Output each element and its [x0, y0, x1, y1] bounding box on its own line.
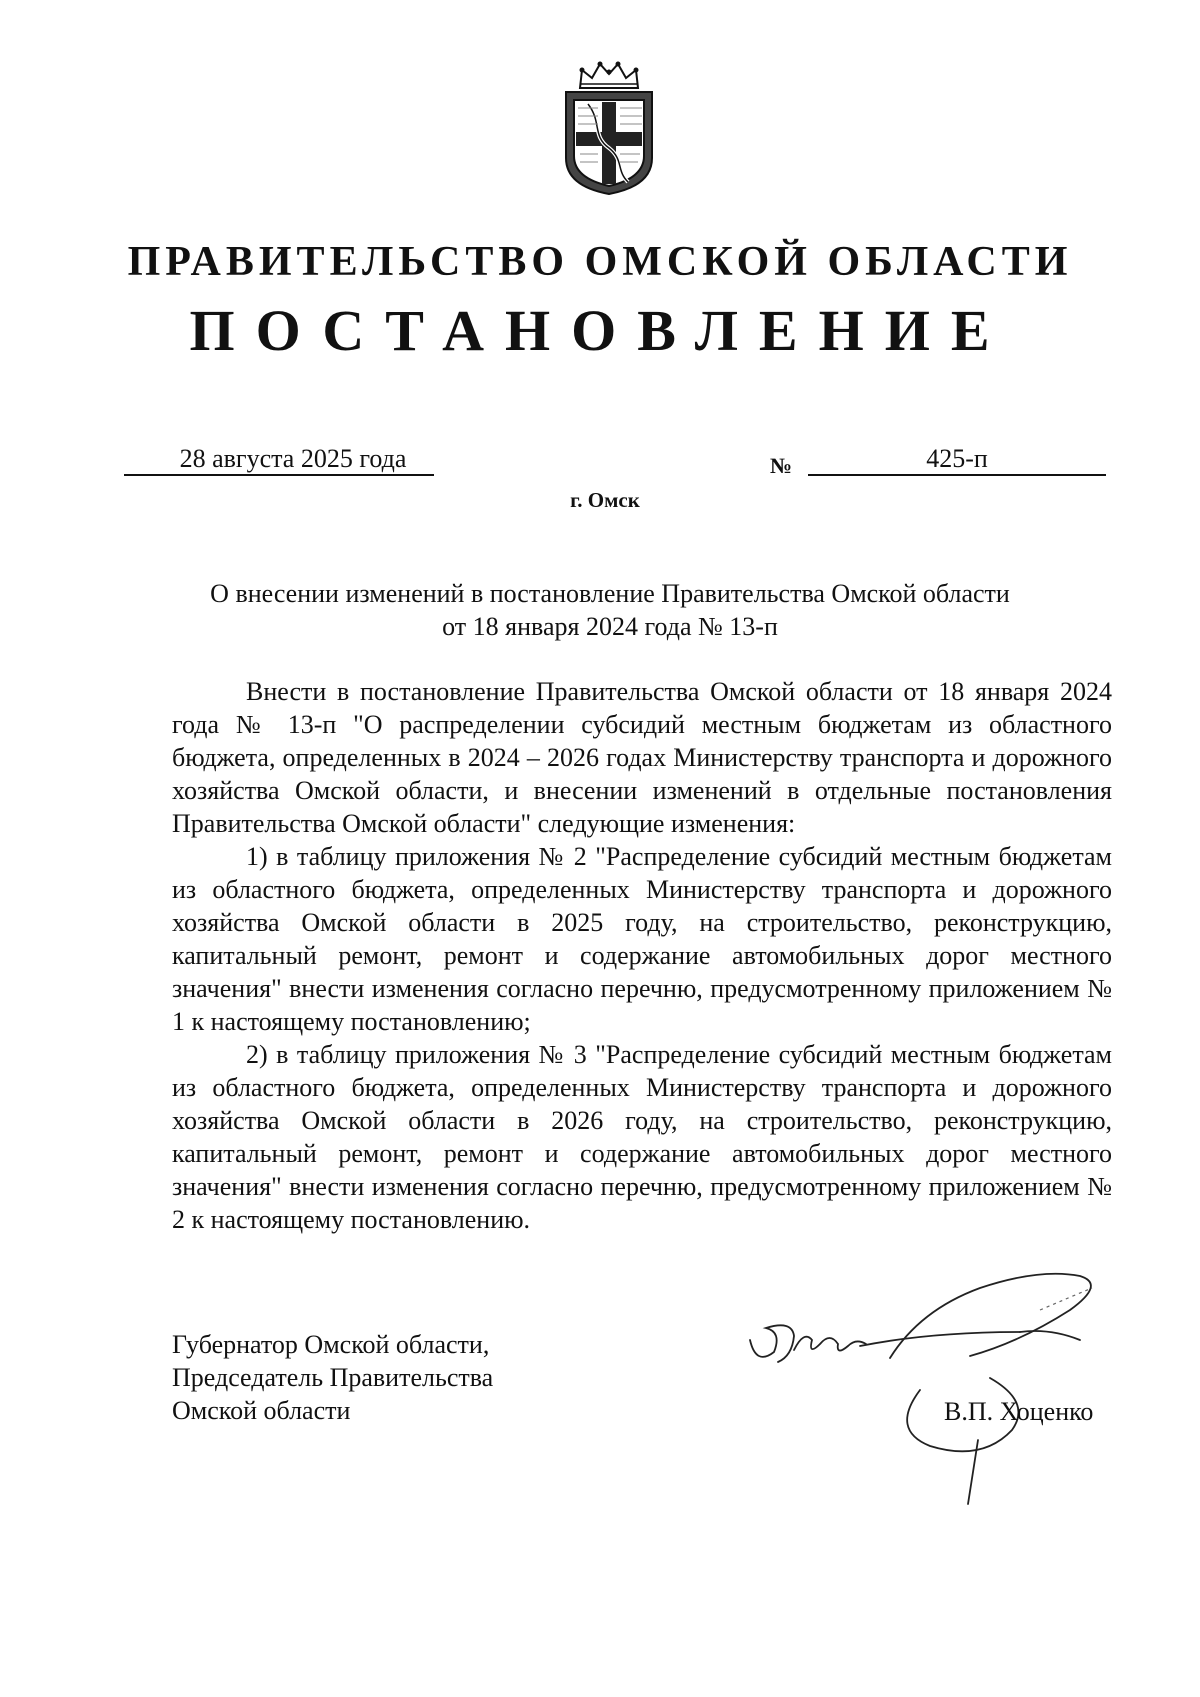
title-line-1: О внесении изменений в постановление Правительства Омской области — [210, 579, 1010, 608]
title-line-2: от 18 января 2024 года № 13-п — [442, 612, 778, 641]
document-type: ПОСТАНОВЛЕНИЕ — [189, 298, 1011, 363]
signer-name: В.П. Хоценко — [944, 1397, 1094, 1426]
intro-paragraph: Внести в постановление Правительства Омской области от 18 января 2024 года № 13-п "О распределении субсидий местным бюджетам из областного бюджета, определенных в 2024 – 2026 годах Министерству транспорта и дорожного хозяйства Омской области, и внесении изменений в отдельные постановления Правительства Омской области" следующие изменения: — [172, 677, 1112, 838]
document-title — [150, 577, 1070, 643]
coat-of-arms-emblem — [558, 58, 660, 196]
document-number: 425-п — [808, 444, 1106, 476]
signer-position — [172, 1328, 592, 1427]
issuing-authority: ПРАВИТЕЛЬСТВО ОМСКОЙ ОБЛАСТИ — [127, 239, 1073, 285]
item-2-paragraph: 2) в таблицу приложения № 3 "Распределение субсидий местным бюджетам из областного бюджета, определенных Министерству транспорта и дорожного хозяйства Омской области в 2026 году, на строительство, реконструкцию, капитальный ремонт, ремонт и содержание автомобильных дорог местного значения" внести изменения согласно перечню, предусмотренному приложением № 2 к настоящему постановлению. — [172, 1040, 1112, 1234]
document-body — [172, 675, 1112, 1236]
item-1-paragraph: 1) в таблицу приложения № 2 "Распределение субсидий местным бюджетам из областного бюджета, определенных Министерству транспорта и дорожного хозяйства Омской области в 2025 году, на строительство, реконструкцию, капитальный ремонт, ремонт и содержание автомобильных дорог местного значения" внести изменения согласно перечню, предусмотренному приложением № 1 к настоящему постановлению; — [172, 842, 1112, 1036]
signer-position-line-3: Омской области — [172, 1396, 351, 1425]
document-date: 28 августа 2025 года — [124, 444, 434, 476]
signer-position-line-2: Председатель Правительства — [172, 1363, 494, 1392]
signer-position-line-1: Губернатор Омской области, — [172, 1330, 490, 1359]
document-number-label: № — [770, 453, 793, 478]
city: г. Омск — [570, 488, 640, 512]
handwritten-signature — [720, 1270, 1140, 1510]
